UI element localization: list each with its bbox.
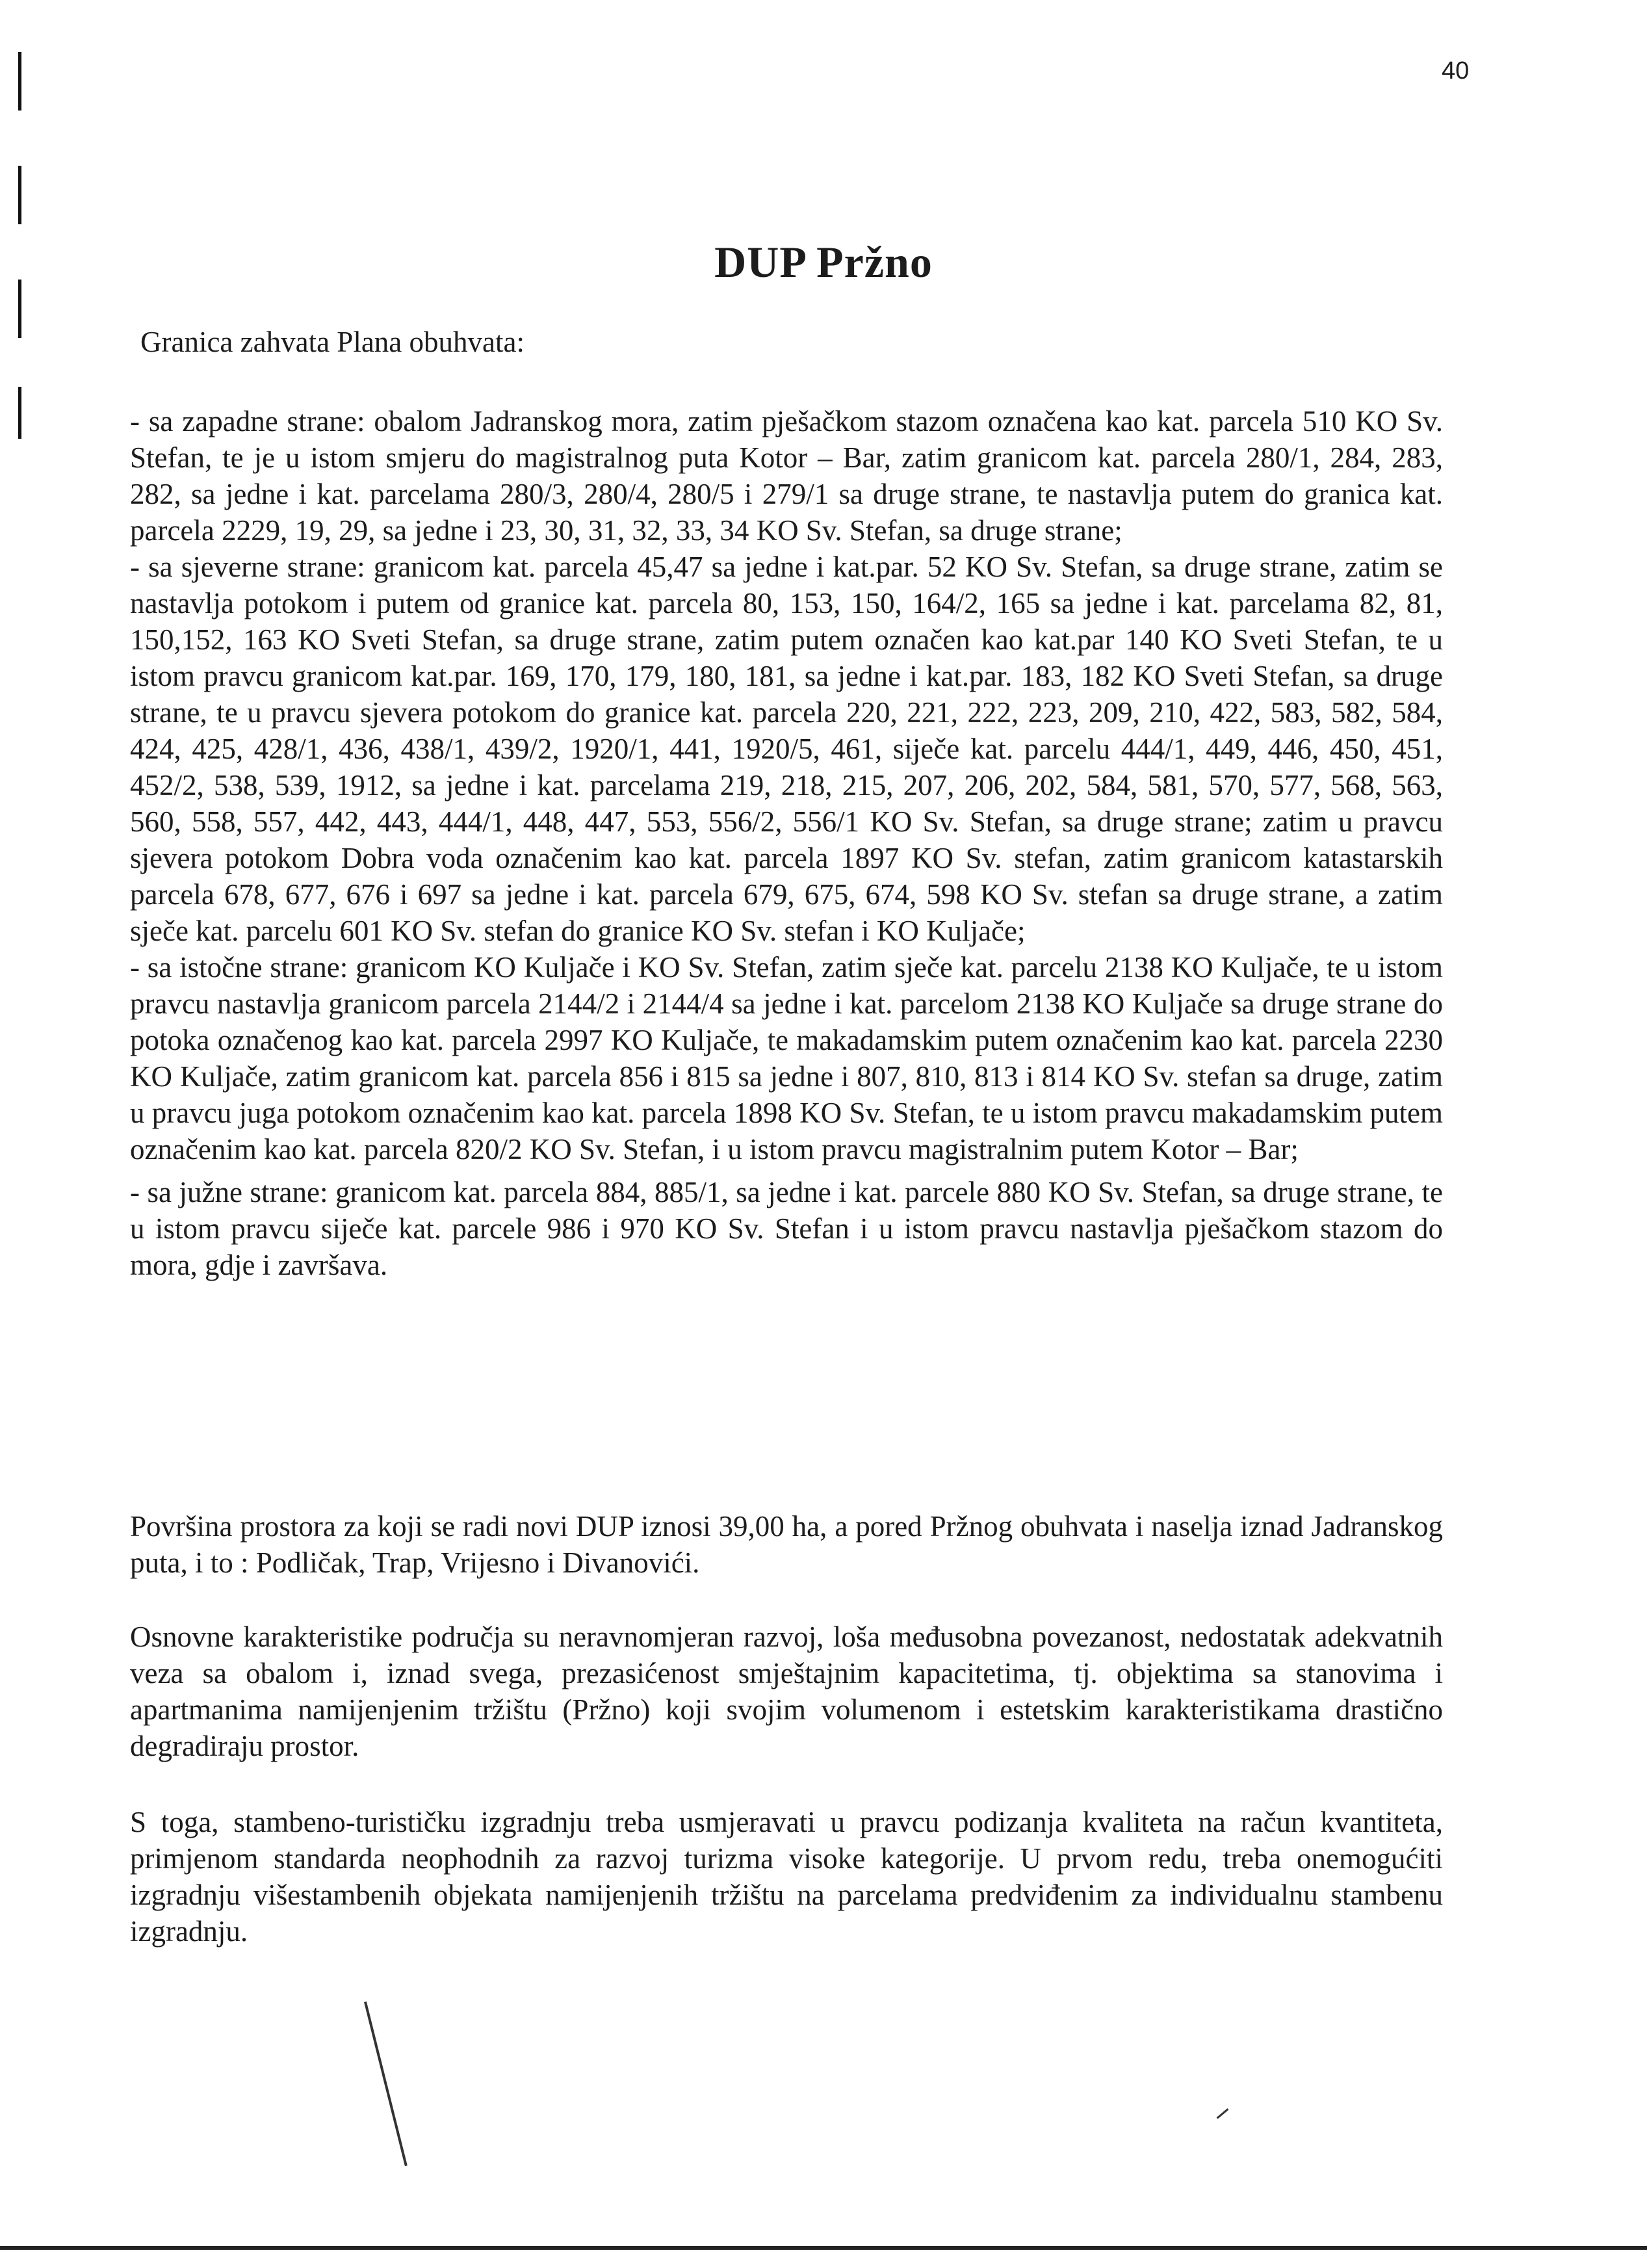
scan-edge-mark bbox=[18, 52, 21, 111]
east-boundary: - sa istočne strane: granicom KO Kuljače i KO Sv. Stefan, zatim sječe kat. parcelu 2138 KO Kuljače, te u istom pravcu nastavlja granicom parcela 2144/2 i 2144/4 sa jedne i kat. parcelom 2138 KO Kuljače sa druge strane do potoka označenog kao kat. parcela 2997 KO Kuljače, te makadamskim putem označenim kao kat. parcela 2230 KO Kuljače, zatim granicom kat. parcela 856 i 815 sa jedne i 807, 810, 813 i 814 KO Sv. stefan sa druge, zatim u pravcu juga potokom označenim kao kat. parcela 1898 KO Sv. Stefan, te u istom pravcu makadamskim putem označenim kao kat. parcela 820/2 KO Sv. Stefan, i u istom pravcu magistralnim putem Kotor – Bar; bbox=[130, 951, 1443, 1166]
characteristics-text: Osnovne karakteristike područja su neravnomjeran razvoj, loša međusobna povezanost, nedostatak adekvatnih veza sa obalom i, iznad svega, prezasićenost smještajnim kapacitetima, tj. objektima sa stanovima i apartmanima namijenjenim tržištu (Pržno) koji svojim volumenom i estetskim karakteristikama drastično degradiraju prostor. bbox=[130, 1621, 1443, 1762]
conclusion-paragraph bbox=[130, 1804, 1443, 1949]
characteristics-paragraph bbox=[130, 1619, 1443, 1764]
boundary-descriptions bbox=[130, 403, 1443, 1283]
intro-text: Granica zahvata Plana obuhvata: bbox=[140, 326, 525, 358]
pen-stroke bbox=[364, 2001, 408, 2166]
pen-mark bbox=[1217, 2108, 1229, 2118]
scan-edge-mark bbox=[18, 280, 21, 338]
scan-edge-mark bbox=[18, 166, 21, 224]
scan-edge-mark bbox=[18, 387, 21, 439]
document-title: DUP Pržno bbox=[714, 237, 933, 287]
page-number: 40 bbox=[1442, 57, 1470, 85]
area-text: Površina prostora za koji se radi novi DUP iznosi 39,00 ha, a pored Pržnog obuhvata i naselja iznad Jadranskog puta, i to : Podličak, Trap, Vrijesno i Divanovići. bbox=[130, 1510, 1443, 1579]
south-boundary: - sa južne strane: granicom kat. parcela 884, 885/1, sa jedne i kat. parcele 880 KO Sv. Stefan, sa druge strane, te u istom pravcu siječe kat. parcele 986 i 970 KO Sv. Stefan i u istom pravcu nastavlja pješačkom stazom do mora, gdje i završava. bbox=[130, 1176, 1443, 1281]
bottom-edge-rule bbox=[0, 2246, 1647, 2250]
area-paragraph bbox=[130, 1508, 1443, 1581]
conclusion-text: S toga, stambeno-turističku izgradnju treba usmjeravati u pravcu podizanja kvaliteta na račun kvantiteta, primjenom standarda neophodnih za razvoj turizma visoke kategorije. U prvom redu, treba onemogućiti izgradnju višestambenih objekata namijenjenih tržištu na parcelama predviđenim za individualnu stambenu izgradnju. bbox=[130, 1806, 1443, 1948]
north-boundary: - sa sjeverne strane: granicom kat. parcela 45,47 sa jedne i kat.par. 52 KO Sv. Stefan, sa druge strane, zatim se nastavlja potokom i putem od granice kat. parcela 80, 153, 150, 164/2, 165 sa jedne i kat. parcelama 82, 81, 150,152, 163 KO Sveti Stefan, sa druge strane, zatim putem označen kao kat.par 140 KO Sveti Stefan, te u istom pravcu granicom kat.par. 169, 170, 179, 180, 181, sa jedne i kat.par. 183, 182 KO Sveti Stefan, sa druge strane, te u pravcu sjevera potokom do granice kat. parcela 220, 221, 222, 223, 209, 210, 422, 583, 582, 584, 424, 425, 428/1, 436, 438/1, 439/2, 1920/1, 441, 1920/5, 461, siječe kat. parcelu 444/1, 449, 446, 450, 451, 452/2, 538, 539, 1912, sa jedne i kat. parcelama 219, 218, 215, 207, 206, 202, 584, 581, 570, 577, 568, 563, 560, 558, 557, 442, 443, 444/1, 448, 447, 553, 556/2, 556/1 KO Sv. Stefan, sa druge strane; zatim u pravcu sjevera potokom Dobra voda označenim kao kat. parcela 1897 KO Sv. stefan, zatim granicom katastarskih parcela 678, 677, 676 i 697 sa jedne i kat. parcela 679, 675, 674, 598 KO Sv. stefan sa druge strane, a zatim sječe kat. parcelu 601 KO Sv. stefan do granice KO Sv. stefan i KO Kuljače; bbox=[130, 551, 1443, 947]
west-boundary: - sa zapadne strane: obalom Jadranskog mora, zatim pješačkom stazom označena kao kat. parcela 510 KO Sv. Stefan, te je u istom smjeru do magistralnog puta Kotor – Bar, zatim granicom kat. parcela 280/1, 284, 283, 282, sa jedne i kat. parcelama 280/3, 280/4, 280/5 i 279/1 sa druge strane, te nastavlja putem do granica kat. parcela 2229, 19, 29, sa jedne i 23, 30, 31, 32, 33, 34 KO Sv. Stefan, sa druge strane; bbox=[130, 405, 1443, 547]
